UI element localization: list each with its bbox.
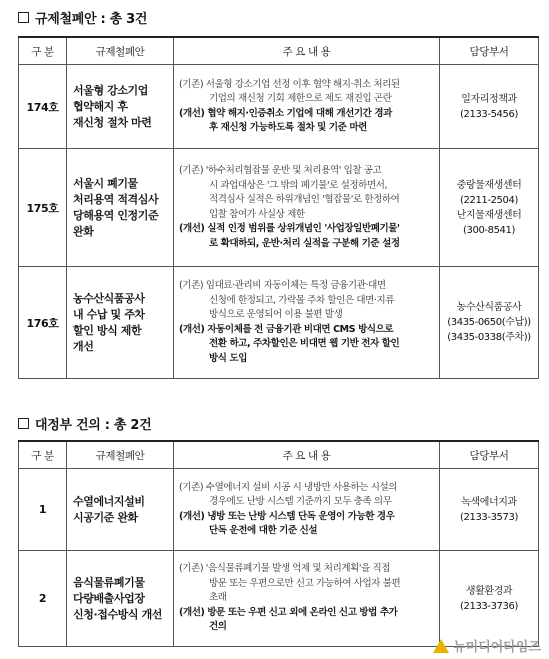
section1-title	[18, 8, 147, 27]
regulation-table	[18, 36, 539, 379]
row-department: 생활환경과 (2133-3736)	[440, 551, 539, 647]
row-title: 수열에너지설비 시공기준 완화	[67, 469, 174, 551]
row-department: 중랑물재생센터 (2211-2504) 난지물재생센터 (300-8541)	[440, 149, 539, 267]
header-dept: 담당부서	[440, 441, 539, 469]
table-row	[19, 551, 539, 647]
header-content: 주 요 내 용	[174, 441, 440, 469]
section2-title-text: 대정부 건의 : 총 2건	[35, 418, 152, 433]
row-department: 농수산식품공사 (3435-0650(수납)) (3435-0338(주차))	[440, 267, 539, 379]
watermark	[433, 636, 541, 655]
table-row	[19, 149, 539, 267]
header-no: 구 분	[19, 37, 67, 65]
table-row	[19, 469, 539, 551]
row-department: 일자리정책과 (2133-5456)	[440, 65, 539, 149]
row-title: 서울시 폐기물 처리용역 적격심사 당해용역 인정기준 완화	[67, 149, 174, 267]
section1-title-text: 규제철폐안 : 총 3건	[35, 12, 148, 27]
checkbox-square-icon	[18, 12, 29, 23]
checkbox-square-icon	[18, 418, 29, 429]
row-number: 176호	[19, 267, 67, 379]
row-number: 2	[19, 551, 67, 647]
table-row	[19, 267, 539, 379]
header-no: 구 분	[19, 441, 67, 469]
section2-title	[18, 414, 151, 433]
row-number: 1	[19, 469, 67, 551]
row-content: (기존) 수열에너지 설비 시공 시 냉방만 사용하는 시설의 경우에도 난방 시스템 기준까지 모두 충족 의무 (개선) 냉방 또는 난방 시스템 단독 운영이 가능한 경우 단독 운전에 대한 기준 신설	[174, 469, 440, 551]
row-department: 녹색에너지과 (2133-3573)	[440, 469, 539, 551]
row-content: (기존) '하수처리협잡물 운반 및 처리용역' 입찰 공고 시 과업대상은 '그 밖의 폐기물'로 설정하면서, 적격심사 실적은 하위개념인 '협잡물'로 한정하여 입찰 참여가 사실상 제한 (개선) 실적 인정 범위를 상위개념인 '사업장일반폐기물' 로 확대하되, 운반·처리 실적을 구분해 기준 설정	[174, 149, 440, 267]
header-name: 규제철폐안	[67, 441, 174, 469]
row-title: 음식물류폐기물 다량배출사업장 신청·접수방식 개선	[67, 551, 174, 647]
watermark-text: 뉴미디어타임즈	[453, 640, 541, 655]
row-title: 서울형 강소기업 협약해지 후 재신청 절차 마련	[67, 65, 174, 149]
header-dept: 담당부서	[440, 37, 539, 65]
table-header-row	[19, 441, 539, 469]
row-content: (기존) 임대료·관리비 자동이체는 특정 금융기관·대면 신청에 한정되고, 가락몰 주차 할인은 대면·지류 방식으로 운영되어 이용 불편 발생 (개선) 자동이체를 전 금융기관 비대면 CMS 방식으로 전환 하고, 주차할인은 비대면 웹 기반 전자 할인 방식 도입	[174, 267, 440, 379]
header-content: 주 요 내 용	[174, 37, 440, 65]
watermark-logo-icon	[433, 639, 449, 653]
row-number: 174호	[19, 65, 67, 149]
row-number: 175호	[19, 149, 67, 267]
row-content: (기존) '음식물류폐기물 발생 억제 및 처리계획'을 직접 방문 또는 우편으로만 신고 가능하여 사업자 불편 초래 (개선) 방문 또는 우편 신고 외에 온라인 신고 방법 추가 건의	[174, 551, 440, 647]
row-title: 농수산식품공사 내 수납 및 주차 할인 방식 제한 개선	[67, 267, 174, 379]
header-name: 규제철폐안	[67, 37, 174, 65]
proposal-table	[18, 440, 539, 647]
table-row	[19, 65, 539, 149]
table-header-row	[19, 37, 539, 65]
row-content: (기존) 서울형 강소기업 선정 이후 협약 해지·취소 처리된 기업의 재신청 기회 제한으로 제도 재진입 곤란 (개선) 협약 해지·인증취소 기업에 대해 개선기간 경과 후 재신청 가능하도록 절차 및 기준 마련	[174, 65, 440, 149]
